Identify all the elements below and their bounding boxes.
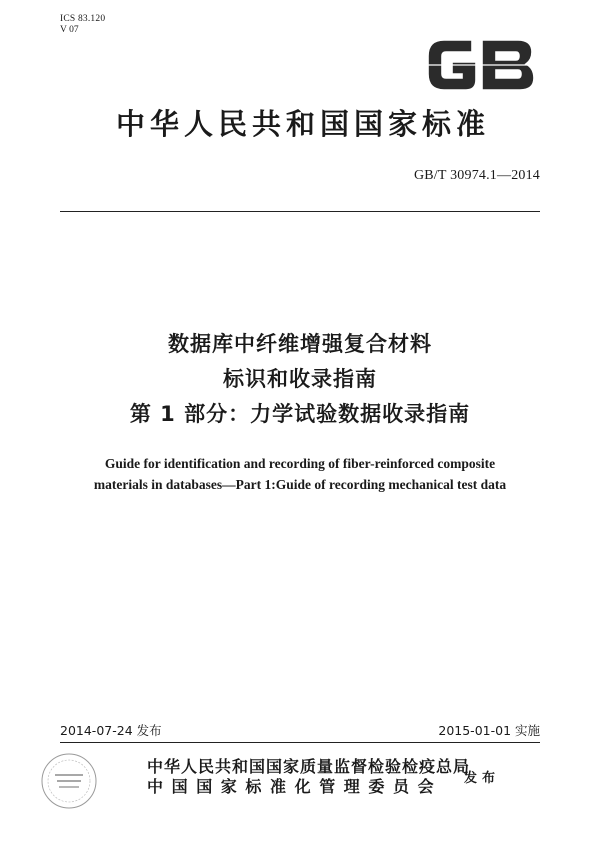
- publish-label: 发布: [464, 771, 501, 786]
- english-title-line-1: Guide for identification and recording of fiber-reinforced composite: [104, 456, 496, 471]
- chinese-title-line-3: 第 1 部分：力学试验数据收录指南: [129, 402, 471, 426]
- chinese-title-line-2: 标识和收录指南: [223, 367, 377, 391]
- english-title-line-2: materials in databases—Part 1:Guide of recording mechanical test data: [93, 477, 507, 492]
- issue-date: 2014-07-24 发布: [60, 723, 162, 738]
- top-divider: [60, 211, 540, 212]
- issuer-aqsiq: 中华人民共和国国家质量监督检验检疫总局: [147, 757, 471, 776]
- ics-code: ICS 83.120: [60, 14, 106, 24]
- ccs-code: V 07: [60, 25, 79, 35]
- bottom-divider: [60, 742, 540, 743]
- chinese-title-line-1: 数据库中纤维增强复合材料: [168, 332, 432, 356]
- standard-number: GB/T 30974.1—2014: [413, 168, 540, 183]
- gb-logo: [422, 32, 540, 98]
- issuer-sac: 中国国家标准化管理委员会: [147, 777, 443, 796]
- implementation-date: 2015-01-01 实施: [438, 723, 540, 738]
- stamp-icon: [38, 750, 100, 812]
- standard-category-title: 中华人民共和国国家标准: [115, 107, 490, 141]
